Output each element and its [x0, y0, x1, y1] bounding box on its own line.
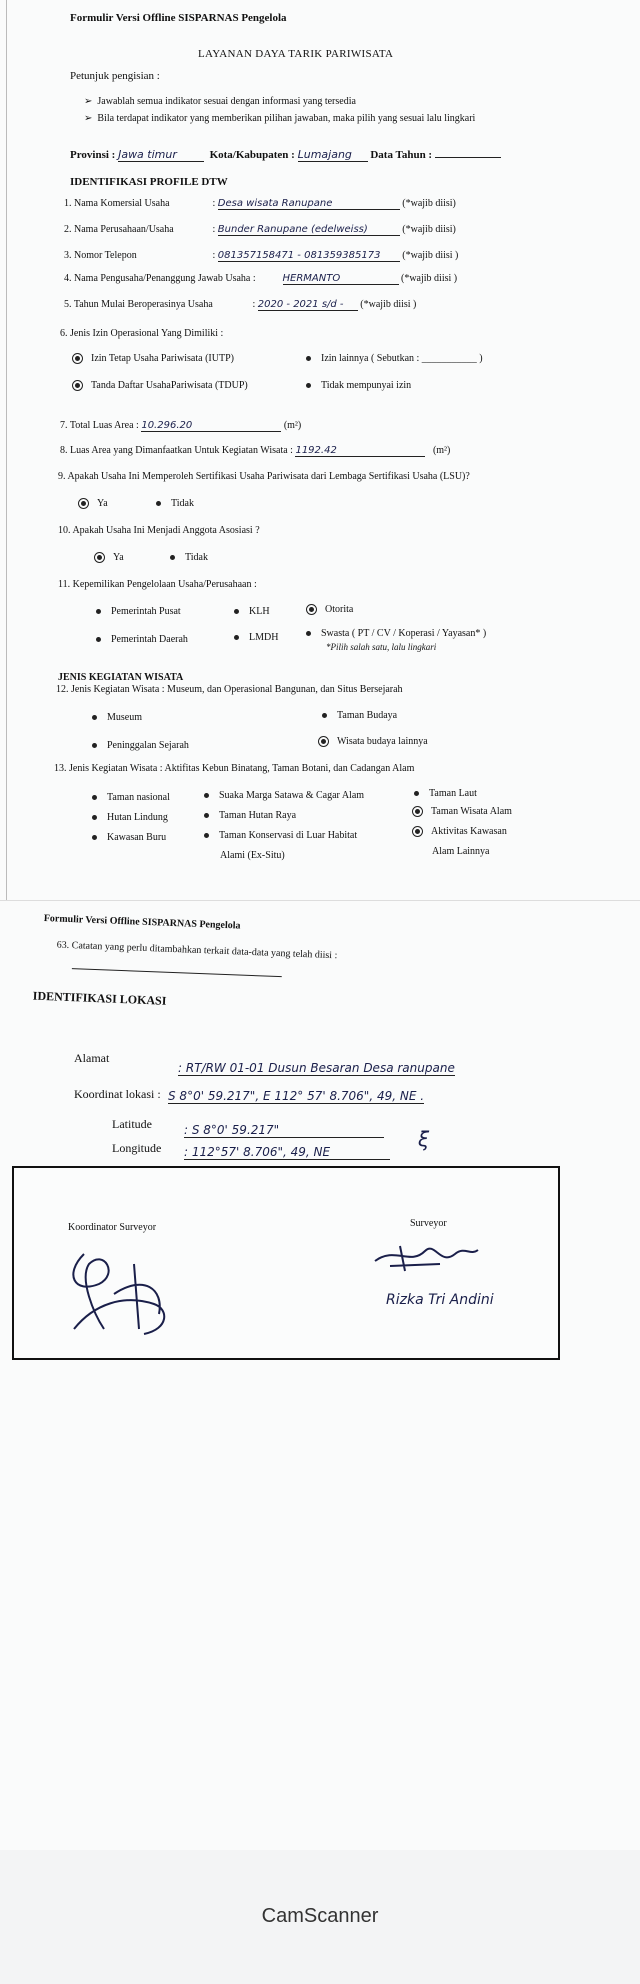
q11-option: Pemerintah Daerah — [96, 634, 188, 645]
form-page-2 — [0, 900, 640, 1901]
longitude-value: : 112°57' 8.706", 49, NE — [184, 1145, 390, 1160]
surveyor-label: Surveyor — [410, 1218, 447, 1229]
field-row: 5. Tahun Mulai Beroperasinya Usaha : 2020 - 2021 s/d - (*wajib diisi ) — [64, 299, 417, 310]
q7-row: 7. Total Luas Area : 10.296.20 (m²) — [60, 420, 302, 431]
q13-option: Taman Laut — [414, 788, 477, 799]
q11-option: Pemerintah Pusat — [96, 606, 181, 617]
handwritten-mark: ξ — [418, 1127, 430, 1151]
field-row: 2. Nama Perusahaan/Usaha : Bunder Ranupane (edelweiss) (*wajib diisi) — [64, 224, 456, 235]
q6-option: Izin lainnya ( Sebutkan : ___________ ) — [306, 353, 483, 364]
field-row: 4. Nama Pengusaha/Penanggung Jawab Usaha : HERMANTO (*wajib diisi ) — [64, 273, 458, 284]
location-line: Provinsi : Jawa timur Kota/Kabupaten : Lumajang Data Tahun : — [70, 148, 501, 162]
q63-label: 63. Catatan yang perlu ditambahkan terkait data-data yang telah diisi : — [56, 939, 338, 962]
field-row: 1. Nama Komersial Usaha : Desa wisata Ranupane (*wajib diisi) — [64, 198, 456, 209]
q13-option: Taman Konservasi di Luar Habitat — [204, 830, 357, 841]
q12-label: 12. Jenis Kegiatan Wisata : Museum, dan Operasional Bangunan, dan Situs Bersejarah — [56, 684, 403, 695]
koordinat-value: S 8°0' 59.217", E 112° 57' 8.706", 49, NE . — [168, 1089, 425, 1103]
q13-option-cont: Alam Lainnya — [432, 846, 490, 857]
q13-option-selected: Aktivitas Kawasan — [412, 826, 507, 837]
q11-note: *Pilih salah satu, lalu lingkari — [326, 642, 437, 652]
page2-header: Formulir Versi Offline SISPARNAS Pengelola — [43, 913, 241, 932]
provinsi-value: Jawa timur — [118, 148, 204, 162]
scan-margin — [0, 0, 7, 900]
section-lokasi: IDENTIFIKASI LOKASI — [32, 988, 167, 1008]
q6-option-selected: Izin Tetap Usaha Pariwisata (IUTP) — [72, 353, 234, 364]
longitude-label: Longitude — [112, 1141, 162, 1155]
q12-option-selected: Wisata budaya lainnya — [318, 736, 428, 747]
q10-yes: Ya — [94, 552, 124, 563]
q13-option-cont: Alami (Ex-Situ) — [220, 850, 285, 861]
q12-option: Museum — [92, 712, 142, 723]
field-row: 3. Nomor Telepon : 081357158471 - 081359385173 (*wajib diisi ) — [64, 250, 459, 261]
q11-label: 11. Kepemilikan Pengelolaan Usaha/Perusahaan : — [58, 579, 257, 590]
surveyor-signature-image — [370, 1236, 480, 1276]
koordinat-label: Koordinat lokasi : — [74, 1087, 161, 1101]
latitude-value: : S 8°0' 59.217" — [184, 1123, 384, 1138]
section-profile: IDENTIFIKASI PROFILE DTW — [70, 176, 228, 188]
q6-option-selected: Tanda Daftar UsahaPariwisata (TDUP) — [72, 380, 248, 391]
koordinator-signature-image — [44, 1234, 194, 1344]
q12-option: Taman Budaya — [322, 710, 397, 721]
camscanner-watermark: CamScanner — [261, 1905, 379, 1927]
q11-option: Swasta ( PT / CV / Koperasi / Yayasan* ) — [306, 628, 486, 639]
q10-no: Tidak — [170, 552, 208, 563]
q9-label: 9. Apakah Usaha Ini Memperoleh Sertifikasi Usaha Pariwisata dari Lembaga Sertifikasi Usaha (LSU)? — [58, 471, 470, 482]
q13-option: Kawasan Buru — [92, 832, 166, 843]
q12-option: Peninggalan Sejarah — [92, 740, 189, 751]
q13-label: 13. Jenis Kegiatan Wisata : Aktifitas Kebun Binatang, Taman Botani, dan Cadangan Alam — [54, 763, 415, 774]
q13-option: Hutan Lindung — [92, 812, 168, 823]
alamat-value: : RT/RW 01-01 Dusun Besaran Desa ranupane — [178, 1061, 455, 1075]
tahun-value — [435, 157, 501, 158]
q9-yes: Ya — [78, 498, 108, 509]
q9-no: Tidak — [156, 498, 194, 509]
q11-option: KLH — [234, 606, 270, 617]
form-title: LAYANAN DAYA TARIK PARIWISATA — [198, 48, 394, 60]
q13-option: Taman Hutan Raya — [204, 810, 296, 821]
q63-answer-line — [72, 968, 282, 977]
q11-option-selected: Otorita — [306, 604, 353, 615]
signature-box — [12, 1166, 560, 1360]
q13-option: Suaka Marga Satawa & Cagar Alam — [204, 790, 364, 801]
q6-option: Tidak mempunyai izin — [306, 380, 411, 391]
alamat-label: Alamat — [74, 1051, 110, 1065]
surveyor-name: Rizka Tri Andini — [386, 1292, 494, 1308]
instruction-item: ➢ Bila terdapat indikator yang memberikan pilihan jawaban, maka pilih yang sesuai lalu lingkari — [84, 113, 476, 124]
section-kegiatan: JENIS KEGIATAN WISATA — [58, 672, 184, 683]
koordinator-label: Koordinator Surveyor — [68, 1222, 157, 1233]
kota-value: Lumajang — [298, 148, 368, 162]
q10-label: 10. Apakah Usaha Ini Menjadi Anggota Asosiasi ? — [58, 525, 260, 536]
latitude-label: Latitude — [112, 1117, 152, 1131]
q13-option: Taman nasional — [92, 792, 170, 803]
q13-option-selected: Taman Wisata Alam — [412, 806, 512, 817]
instruction-item: ➢ Jawablah semua indikator sesuai dengan informasi yang tersedia — [84, 96, 356, 107]
instructions-label: Petunjuk pengisian : — [70, 70, 160, 82]
q8-row: 8. Luas Area yang Dimanfaatkan Untuk Kegiatan Wisata : 1192.42 (m²) — [60, 445, 451, 456]
q11-option: LMDH — [234, 632, 278, 643]
q6-label: 6. Jenis Izin Operasional Yang Dimiliki : — [60, 328, 224, 339]
form-page-1 — [0, 0, 640, 900]
form-header: Formulir Versi Offline SISPARNAS Pengelola — [70, 12, 287, 24]
